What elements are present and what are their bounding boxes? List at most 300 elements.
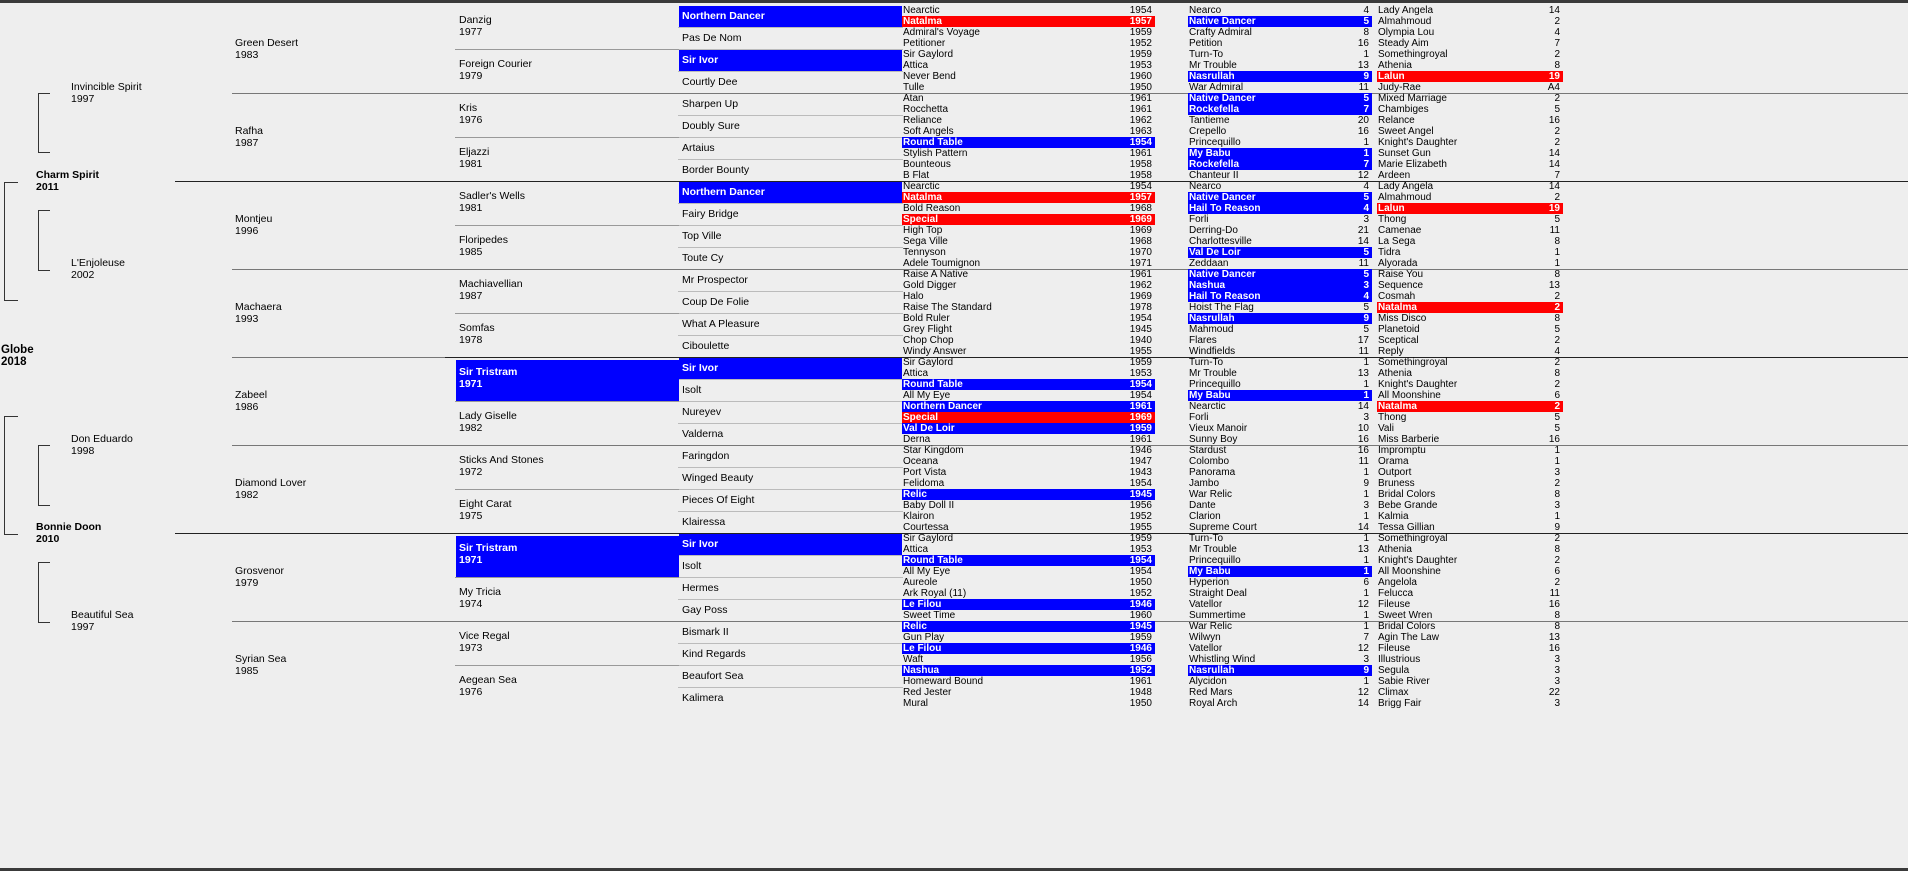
g7-horse[interactable] xyxy=(1188,71,1372,82)
g7-horse[interactable] xyxy=(1188,335,1372,346)
g6-horse[interactable] xyxy=(902,357,1155,368)
g8-horse[interactable] xyxy=(1377,555,1563,566)
g6-horse[interactable] xyxy=(902,203,1155,214)
g5-horse[interactable]: Klairessa xyxy=(682,516,726,528)
g8-horse[interactable] xyxy=(1377,269,1563,280)
tree-bracket xyxy=(38,505,50,506)
g7-horse[interactable] xyxy=(1188,280,1372,291)
g6-horse[interactable] xyxy=(902,71,1155,82)
g6-horse[interactable] xyxy=(902,335,1155,346)
g7-horse[interactable] xyxy=(1188,401,1372,412)
g7-horse[interactable] xyxy=(1188,38,1372,49)
g7-horse[interactable] xyxy=(1188,500,1372,511)
g7-horse[interactable] xyxy=(1188,533,1372,544)
g8-horse[interactable] xyxy=(1377,632,1563,643)
g6-horse[interactable] xyxy=(902,148,1155,159)
g1-horse[interactable] xyxy=(36,521,101,545)
g7-horse[interactable] xyxy=(1188,5,1372,16)
g7-horse[interactable] xyxy=(1188,566,1372,577)
g4-horse[interactable] xyxy=(456,360,679,401)
g8-horse[interactable] xyxy=(1377,247,1563,258)
g8-horse[interactable] xyxy=(1377,401,1563,412)
g6-horse[interactable] xyxy=(902,665,1155,676)
horse-name: Lady Angela xyxy=(1378,181,1434,192)
g8-horse[interactable] xyxy=(1377,71,1563,82)
g8-horse[interactable] xyxy=(1377,500,1563,511)
g7-horse[interactable] xyxy=(1188,247,1372,258)
g6-horse[interactable] xyxy=(902,434,1155,445)
g7-horse[interactable] xyxy=(1188,159,1372,170)
g5-horse[interactable]: Coup De Folie xyxy=(682,296,750,308)
horse-name: Attica xyxy=(903,368,929,379)
g8-horse[interactable] xyxy=(1377,126,1563,137)
g6-horse[interactable] xyxy=(902,93,1155,104)
horse-year: 1974 xyxy=(459,598,483,610)
g5-horse[interactable]: Mr Prospector xyxy=(682,274,748,286)
g8-horse[interactable] xyxy=(1377,456,1563,467)
g5-horse[interactable]: Top Ville xyxy=(682,230,722,242)
family-number: 1 xyxy=(1363,390,1369,401)
g3-horse[interactable] xyxy=(235,37,298,61)
g5-horse[interactable]: Bismark II xyxy=(682,626,729,638)
g6-horse[interactable] xyxy=(902,280,1155,291)
horse-name: Le Filou xyxy=(903,643,942,654)
g5-horse[interactable]: What A Pleasure xyxy=(682,318,760,330)
g7-horse[interactable] xyxy=(1188,445,1372,456)
g4-horse[interactable] xyxy=(459,498,512,522)
g7-horse[interactable] xyxy=(1188,456,1372,467)
g3-horse[interactable] xyxy=(235,653,286,677)
g6-horse[interactable] xyxy=(902,159,1155,170)
g8-horse[interactable] xyxy=(1377,225,1563,236)
g7-horse[interactable] xyxy=(1188,599,1372,610)
g8-horse[interactable] xyxy=(1377,412,1563,423)
g6-horse[interactable] xyxy=(902,302,1155,313)
tree-bracket xyxy=(38,93,39,152)
horse-year: 1959 xyxy=(1129,357,1152,368)
g5-horse[interactable]: Artaius xyxy=(682,142,715,154)
g3-horse[interactable] xyxy=(235,125,263,149)
g7-horse[interactable] xyxy=(1188,93,1372,104)
g7-horse[interactable] xyxy=(1188,126,1372,137)
g6-horse[interactable] xyxy=(902,379,1155,390)
g7-horse[interactable] xyxy=(1188,214,1372,225)
g6-horse[interactable] xyxy=(902,599,1155,610)
g5-horse[interactable]: Valderna xyxy=(682,428,724,440)
g7-horse[interactable] xyxy=(1188,489,1372,500)
g4-horse[interactable] xyxy=(456,536,679,577)
g8-horse[interactable] xyxy=(1377,346,1563,357)
g7-horse[interactable] xyxy=(1188,379,1372,390)
g5-horse[interactable]: Isolt xyxy=(682,384,702,396)
g6-horse[interactable] xyxy=(902,214,1155,225)
g5-horse[interactable]: Toute Cy xyxy=(682,252,724,264)
g7-horse[interactable] xyxy=(1188,632,1372,643)
g4-horse[interactable] xyxy=(459,58,532,82)
g7-horse[interactable] xyxy=(1188,16,1372,27)
tree-bracket xyxy=(38,445,50,446)
g6-horse[interactable] xyxy=(902,555,1155,566)
g6-horse[interactable] xyxy=(902,115,1155,126)
g4-horse[interactable] xyxy=(459,190,525,214)
g6-horse[interactable] xyxy=(902,643,1155,654)
g7-horse[interactable] xyxy=(1188,643,1372,654)
g8-horse[interactable] xyxy=(1377,313,1563,324)
g8-horse[interactable] xyxy=(1377,137,1563,148)
g7-horse[interactable] xyxy=(1188,170,1372,181)
g6-horse[interactable] xyxy=(902,225,1155,236)
g6-horse[interactable] xyxy=(902,192,1155,203)
family-number: 1 xyxy=(1363,588,1369,599)
family-number: 16 xyxy=(1548,434,1560,445)
g5-horse[interactable]: Doubly Sure xyxy=(682,120,740,132)
g7-horse[interactable] xyxy=(1188,698,1372,709)
g8-horse[interactable] xyxy=(1377,610,1563,621)
g5-horse[interactable]: Winged Beauty xyxy=(682,472,754,484)
g6-horse[interactable] xyxy=(902,654,1155,665)
g6-horse[interactable] xyxy=(902,390,1155,401)
g6-horse[interactable] xyxy=(902,533,1155,544)
g7-horse[interactable] xyxy=(1188,104,1372,115)
g6-horse[interactable] xyxy=(902,489,1155,500)
g8-horse[interactable] xyxy=(1377,104,1563,115)
g2-horse[interactable] xyxy=(71,257,125,281)
g6-horse[interactable] xyxy=(902,313,1155,324)
g8-horse[interactable] xyxy=(1377,445,1563,456)
g7-horse[interactable] xyxy=(1188,511,1372,522)
g8-horse[interactable] xyxy=(1377,434,1563,445)
horse-name: Climax xyxy=(1378,687,1409,698)
horse-name: Round Table xyxy=(903,137,963,148)
g7-horse[interactable] xyxy=(1188,544,1372,555)
g6-horse[interactable] xyxy=(902,478,1155,489)
g6-horse[interactable] xyxy=(902,577,1155,588)
g8-horse[interactable] xyxy=(1377,511,1563,522)
g5-horse[interactable]: Isolt xyxy=(682,560,702,572)
g5-horse[interactable]: Gay Poss xyxy=(682,604,728,616)
g7-horse[interactable] xyxy=(1188,225,1372,236)
g6-horse[interactable] xyxy=(902,236,1155,247)
row-divider xyxy=(455,401,679,402)
g3-horse[interactable] xyxy=(235,213,272,237)
g8-horse[interactable] xyxy=(1377,588,1563,599)
g6-horse[interactable] xyxy=(902,544,1155,555)
g6-horse[interactable] xyxy=(902,5,1155,16)
horse-name: Tidra xyxy=(1378,247,1401,258)
g5-horse[interactable]: Northern Dancer xyxy=(679,182,902,203)
g5-horse[interactable]: Beaufort Sea xyxy=(682,670,744,682)
g8-horse[interactable] xyxy=(1377,280,1563,291)
g8-horse[interactable] xyxy=(1377,236,1563,247)
horse-name: Almahmoud xyxy=(1378,16,1432,27)
g6-horse[interactable] xyxy=(902,676,1155,687)
horse-year: 1961 xyxy=(1129,676,1152,687)
g7-horse[interactable] xyxy=(1188,357,1372,368)
g7-horse[interactable] xyxy=(1188,665,1372,676)
g7-horse[interactable] xyxy=(1188,610,1372,621)
g8-horse[interactable] xyxy=(1377,5,1563,16)
g8-horse[interactable] xyxy=(1377,214,1563,225)
g6-horse[interactable] xyxy=(902,16,1155,27)
g8-horse[interactable] xyxy=(1377,599,1563,610)
g7-horse[interactable] xyxy=(1188,27,1372,38)
g8-horse[interactable] xyxy=(1377,93,1563,104)
g8-horse[interactable] xyxy=(1377,335,1563,346)
g8-horse[interactable] xyxy=(1377,115,1563,126)
horse-name: Northern Dancer xyxy=(903,401,982,412)
horse-name: Beautiful Sea xyxy=(71,609,134,621)
g4-horse[interactable] xyxy=(459,322,495,346)
g7-horse[interactable] xyxy=(1188,621,1372,632)
g4-horse[interactable] xyxy=(459,234,508,258)
family-number: 14 xyxy=(1357,522,1369,533)
g6-horse[interactable] xyxy=(902,82,1155,93)
horse-name: Red Jester xyxy=(903,687,952,698)
g6-horse[interactable] xyxy=(902,588,1155,599)
g8-horse[interactable] xyxy=(1377,82,1563,93)
g5-horse[interactable]: Sharpen Up xyxy=(682,98,739,110)
g8-horse[interactable] xyxy=(1377,170,1563,181)
g6-horse[interactable] xyxy=(902,137,1155,148)
g5-horse[interactable]: Sir Ivor xyxy=(679,50,902,71)
g2-horse[interactable] xyxy=(71,433,133,457)
g7-horse[interactable] xyxy=(1188,269,1372,280)
g5-horse[interactable]: Northern Dancer xyxy=(679,6,902,27)
g6-horse[interactable] xyxy=(902,621,1155,632)
g8-horse[interactable] xyxy=(1377,643,1563,654)
g8-horse[interactable] xyxy=(1377,368,1563,379)
g5-horse[interactable]: Courtly Dee xyxy=(682,76,738,88)
g5-horse[interactable]: Hermes xyxy=(682,582,719,594)
g7-horse[interactable] xyxy=(1188,258,1372,269)
g8-horse[interactable] xyxy=(1377,148,1563,159)
g8-horse[interactable] xyxy=(1377,60,1563,71)
g8-horse[interactable] xyxy=(1377,357,1563,368)
g8-horse[interactable] xyxy=(1377,423,1563,434)
g7-horse[interactable] xyxy=(1188,181,1372,192)
g7-horse[interactable] xyxy=(1188,368,1372,379)
g8-horse[interactable] xyxy=(1377,16,1563,27)
g7-horse[interactable] xyxy=(1188,346,1372,357)
g8-horse[interactable] xyxy=(1377,687,1563,698)
g8-horse[interactable] xyxy=(1377,544,1563,555)
horse-name: Don Eduardo xyxy=(71,433,133,445)
horse-name: Le Filou xyxy=(903,599,942,610)
g6-horse[interactable] xyxy=(902,181,1155,192)
g8-horse[interactable] xyxy=(1377,654,1563,665)
g7-horse[interactable] xyxy=(1188,82,1372,93)
family-number: 16 xyxy=(1548,115,1560,126)
g4-horse[interactable] xyxy=(459,454,544,478)
horse-year: 1954 xyxy=(1129,478,1152,489)
g4-horse[interactable] xyxy=(459,14,492,38)
g7-horse[interactable] xyxy=(1188,522,1372,533)
horse-name: Nearctic xyxy=(903,181,940,192)
g6-horse[interactable] xyxy=(902,60,1155,71)
g6-horse[interactable] xyxy=(902,456,1155,467)
horse-year: 1954 xyxy=(1129,390,1152,401)
g6-horse[interactable] xyxy=(902,346,1155,357)
g3-horse[interactable] xyxy=(235,565,284,589)
g7-horse[interactable] xyxy=(1188,313,1372,324)
g7-horse[interactable] xyxy=(1188,478,1372,489)
family-number: 8 xyxy=(1554,621,1560,632)
g7-horse[interactable] xyxy=(1188,203,1372,214)
g5-horse[interactable]: Kalimera xyxy=(682,692,724,704)
horse-name: Charlottesville xyxy=(1189,236,1252,247)
g1-horse[interactable] xyxy=(36,169,99,193)
g5-horse[interactable]: Ciboulette xyxy=(682,340,730,352)
g7-horse[interactable] xyxy=(1188,654,1372,665)
horse-name: Hyperion xyxy=(1189,577,1230,588)
g8-horse[interactable] xyxy=(1377,698,1563,709)
g7-horse[interactable] xyxy=(1188,49,1372,60)
g8-horse[interactable] xyxy=(1377,577,1563,588)
g6-horse[interactable] xyxy=(902,27,1155,38)
g8-horse[interactable] xyxy=(1377,159,1563,170)
g7-horse[interactable] xyxy=(1188,137,1372,148)
g8-horse[interactable] xyxy=(1377,566,1563,577)
g6-horse[interactable] xyxy=(902,38,1155,49)
g7-horse[interactable] xyxy=(1188,687,1372,698)
family-number: 9 xyxy=(1363,478,1369,489)
g8-horse[interactable] xyxy=(1377,27,1563,38)
g2-horse[interactable] xyxy=(71,609,133,633)
g6-horse[interactable] xyxy=(902,258,1155,269)
g6-horse[interactable] xyxy=(902,324,1155,335)
horse-name: Val De Loir xyxy=(903,423,955,434)
g8-horse[interactable] xyxy=(1377,533,1563,544)
horse-name: Sequence xyxy=(1378,280,1424,291)
g7-horse[interactable] xyxy=(1188,192,1372,203)
g7-horse[interactable] xyxy=(1188,324,1372,335)
horse-name: Knight's Daughter xyxy=(1378,137,1458,148)
g6-horse[interactable] xyxy=(902,170,1155,181)
g6-horse[interactable] xyxy=(902,467,1155,478)
g8-horse[interactable] xyxy=(1377,621,1563,632)
g6-horse[interactable] xyxy=(902,269,1155,280)
g4-horse[interactable] xyxy=(459,586,501,610)
family-number: 5 xyxy=(1363,16,1369,27)
horse-year: 1972 xyxy=(459,466,483,478)
g8-horse[interactable] xyxy=(1377,203,1563,214)
g6-horse[interactable] xyxy=(902,698,1155,709)
g5-horse[interactable]: Faringdon xyxy=(682,450,730,462)
g7-horse[interactable] xyxy=(1188,302,1372,313)
g7-horse[interactable] xyxy=(1188,148,1372,159)
g8-horse[interactable] xyxy=(1377,49,1563,60)
g3-horse[interactable] xyxy=(235,301,282,325)
g7-horse[interactable] xyxy=(1188,577,1372,588)
g6-horse[interactable] xyxy=(902,500,1155,511)
g7-horse[interactable] xyxy=(1188,115,1372,126)
g7-horse[interactable] xyxy=(1188,423,1372,434)
g7-horse[interactable] xyxy=(1188,555,1372,566)
g8-horse[interactable] xyxy=(1377,258,1563,269)
g8-horse[interactable] xyxy=(1377,478,1563,489)
family-number: 16 xyxy=(1548,643,1560,654)
g4-horse[interactable] xyxy=(459,630,510,654)
g6-horse[interactable] xyxy=(902,632,1155,643)
g7-horse[interactable] xyxy=(1188,291,1372,302)
g4-horse[interactable] xyxy=(459,278,523,302)
g8-horse[interactable] xyxy=(1377,467,1563,478)
g8-horse[interactable] xyxy=(1377,291,1563,302)
g6-horse[interactable] xyxy=(902,368,1155,379)
g8-horse[interactable] xyxy=(1377,489,1563,500)
g7-horse[interactable] xyxy=(1188,467,1372,478)
g6-horse[interactable] xyxy=(902,291,1155,302)
g8-horse[interactable] xyxy=(1377,390,1563,401)
g5-horse[interactable]: Pas De Nom xyxy=(682,32,742,44)
subject-horse[interactable] xyxy=(1,344,34,368)
g4-horse[interactable] xyxy=(459,674,517,698)
g7-horse[interactable] xyxy=(1188,434,1372,445)
g8-horse[interactable] xyxy=(1377,324,1563,335)
family-number: 3 xyxy=(1363,412,1369,423)
horse-year: 1954 xyxy=(1129,137,1152,148)
horse-name: Somethingroyal xyxy=(1378,357,1448,368)
g8-horse[interactable] xyxy=(1377,181,1563,192)
g6-horse[interactable] xyxy=(902,445,1155,456)
g4-horse[interactable] xyxy=(459,146,489,170)
g6-horse[interactable] xyxy=(902,566,1155,577)
g2-horse[interactable] xyxy=(71,81,142,105)
g6-horse[interactable] xyxy=(902,610,1155,621)
horse-year: 1971 xyxy=(1129,258,1152,269)
g6-horse[interactable] xyxy=(902,423,1155,434)
g6-horse[interactable] xyxy=(902,511,1155,522)
g6-horse[interactable] xyxy=(902,126,1155,137)
g8-horse[interactable] xyxy=(1377,379,1563,390)
g5-horse[interactable]: Nureyev xyxy=(682,406,722,418)
g8-horse[interactable] xyxy=(1377,192,1563,203)
g7-horse[interactable] xyxy=(1188,588,1372,599)
g5-horse[interactable]: Border Bounty xyxy=(682,164,750,176)
g8-horse[interactable] xyxy=(1377,522,1563,533)
g3-horse[interactable] xyxy=(235,477,306,501)
horse-name: Grosvenor xyxy=(235,565,285,577)
g6-horse[interactable] xyxy=(902,104,1155,115)
g7-horse[interactable] xyxy=(1188,676,1372,687)
g6-horse[interactable] xyxy=(902,49,1155,60)
g3-horse[interactable] xyxy=(235,389,267,413)
g6-horse[interactable] xyxy=(902,412,1155,423)
g6-horse[interactable] xyxy=(902,247,1155,258)
g8-horse[interactable] xyxy=(1377,676,1563,687)
horse-name: Halo xyxy=(903,291,924,302)
g6-horse[interactable] xyxy=(902,522,1155,533)
family-number: 1 xyxy=(1363,621,1369,632)
g5-horse[interactable]: Sir Ivor xyxy=(679,534,902,555)
g5-horse[interactable]: Kind Regards xyxy=(682,648,746,660)
g7-horse[interactable] xyxy=(1188,60,1372,71)
g8-horse[interactable] xyxy=(1377,665,1563,676)
g5-horse[interactable]: Sir Ivor xyxy=(679,358,902,379)
g5-horse[interactable]: Fairy Bridge xyxy=(682,208,739,220)
g7-horse[interactable] xyxy=(1188,236,1372,247)
g8-horse[interactable] xyxy=(1377,302,1563,313)
g8-horse[interactable] xyxy=(1377,38,1563,49)
g4-horse[interactable] xyxy=(459,102,482,126)
g7-horse[interactable] xyxy=(1188,390,1372,401)
g6-horse[interactable] xyxy=(902,687,1155,698)
g4-horse[interactable] xyxy=(459,410,517,434)
g7-horse[interactable] xyxy=(1188,412,1372,423)
g6-horse[interactable] xyxy=(902,401,1155,412)
g5-horse[interactable]: Pieces Of Eight xyxy=(682,494,755,506)
family-number: 3 xyxy=(1554,665,1560,676)
